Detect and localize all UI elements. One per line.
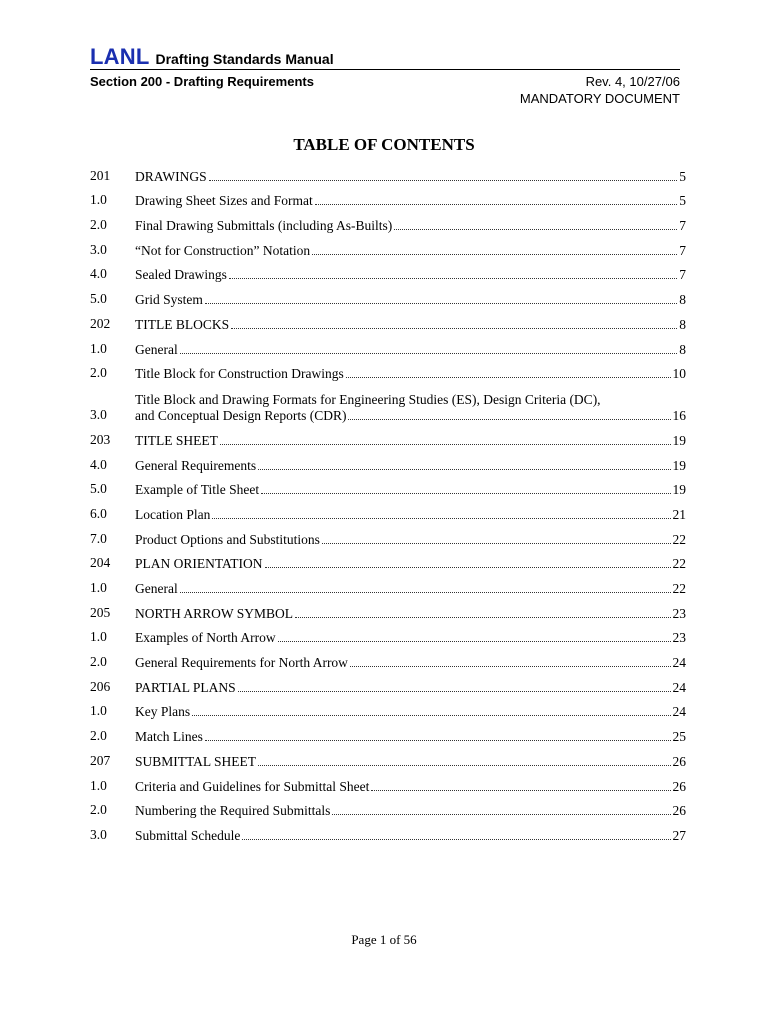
toc-entry-page: 25: [672, 729, 686, 745]
dot-leader: [315, 203, 678, 205]
toc-entry-title: Match Lines: [135, 729, 203, 745]
dot-leader: [242, 838, 670, 840]
toc-entry-number: 2.0: [90, 728, 107, 744]
toc-entry[interactable]: [90, 523, 696, 548]
manual-title: Drafting Standards Manual: [155, 51, 334, 67]
toc-entry-page: 19: [672, 457, 686, 473]
toc-entry-number: 7.0: [90, 530, 107, 546]
dot-leader: [350, 665, 671, 667]
toc-entry-number: 2.0: [90, 654, 107, 670]
toc-entry[interactable]: [90, 474, 696, 499]
toc-entry-number: 206: [90, 678, 111, 694]
dot-leader: [348, 418, 670, 420]
dot-leader: [212, 517, 670, 519]
toc-entry-title: Key Plans: [135, 704, 191, 720]
toc-entry-title: DRAWINGS: [135, 168, 207, 184]
lanl-logo: LANL: [90, 44, 150, 69]
toc-entry-number: 1.0: [90, 629, 107, 645]
toc-entry[interactable]: [90, 572, 696, 597]
dot-leader: [180, 352, 678, 354]
table-of-contents: [90, 160, 696, 844]
toc-entry-page: 16: [672, 408, 686, 424]
toc-entry-number: 1.0: [90, 777, 107, 793]
toc-entry-number: 3.0: [90, 826, 107, 842]
dot-leader: [238, 690, 671, 692]
dot-leader: [278, 640, 671, 642]
toc-entry-title: Final Drawing Submittals (including As-Builts): [135, 218, 393, 234]
dot-leader: [261, 492, 670, 494]
dot-leader: [205, 302, 677, 304]
page-number: Page 1 of 56: [351, 932, 417, 947]
toc-entry-number: 1.0: [90, 340, 107, 356]
toc-entry[interactable]: [90, 449, 696, 474]
document-status: MANDATORY DOCUMENT: [519, 91, 680, 106]
toc-entry-number: 2.0: [90, 802, 107, 818]
toc-entry-title: Drawing Sheet Sizes and Format: [135, 193, 313, 209]
page-header: [90, 46, 680, 106]
toc-entry-page: 23: [672, 630, 686, 646]
dot-leader: [394, 228, 677, 230]
toc-entry-page: 5: [679, 168, 686, 184]
toc-entry-title: General Requirements for North Arrow: [135, 655, 348, 671]
toc-entry-page: 7: [679, 218, 686, 234]
toc-entry-page: 8: [679, 341, 686, 357]
toc-entry-title: PARTIAL PLANS: [135, 679, 236, 695]
toc-entry-number: 3.0: [90, 407, 107, 423]
toc-entry[interactable]: [90, 646, 696, 671]
toc-entry-title: General: [135, 341, 178, 357]
dot-leader: [312, 253, 677, 255]
toc-entry[interactable]: [90, 696, 696, 721]
toc-entry-title-continued: and Conceptual Design Reports (CDR): [135, 408, 347, 424]
toc-entry-page: 22: [672, 531, 686, 547]
toc-entry[interactable]: [90, 209, 696, 234]
toc-entry[interactable]: [90, 358, 696, 383]
toc-entry[interactable]: [90, 234, 696, 259]
toc-entry-title: Title Block and Drawing Formats for Engineering Studies (ES), Design Criteria (DC),: [135, 392, 601, 408]
toc-entry[interactable]: [90, 720, 696, 745]
dot-leader: [371, 789, 670, 791]
revision-label: Rev. 4, 10/27/06: [585, 74, 680, 89]
toc-entry-number: 207: [90, 752, 111, 768]
toc-entry-page: 10: [672, 366, 686, 382]
toc-entry-page: 26: [672, 778, 686, 794]
toc-entry-title: “Not for Construction” Notation: [135, 242, 311, 258]
toc-entry-title: NORTH ARROW SYMBOL: [135, 605, 293, 621]
toc-entry-title: Submittal Schedule: [135, 827, 241, 843]
toc-entry-number: 4.0: [90, 456, 107, 472]
toc-entry-number: 1.0: [90, 580, 107, 595]
dot-leader: [229, 277, 677, 279]
toc-entry-title: TITLE SHEET: [135, 432, 218, 448]
toc-entry-title: Product Options and Substitutions: [135, 531, 320, 547]
toc-entry[interactable]: [90, 745, 696, 770]
toc-entry-number: 201: [90, 167, 111, 183]
dot-leader: [332, 813, 670, 815]
toc-entry-number: 5.0: [90, 291, 107, 307]
toc-entry[interactable]: [90, 498, 696, 523]
toc-entry-page: 26: [672, 803, 686, 819]
toc-entry-title: Sealed Drawings: [135, 267, 227, 283]
dot-leader: [295, 616, 671, 618]
toc-entry-title: Grid System: [135, 292, 203, 308]
toc-entry-title: Location Plan: [135, 506, 211, 522]
toc-entry-page: 22: [672, 581, 686, 596]
toc-entry[interactable]: [90, 795, 696, 820]
toc-entry-number: 6.0: [90, 505, 107, 521]
toc-entry-page: 24: [672, 679, 686, 695]
toc-entry-page: 8: [679, 292, 686, 308]
toc-entry[interactable]: [90, 819, 696, 844]
toc-entry-page: 23: [672, 605, 686, 621]
toc-entry-title: Criteria and Guidelines for Submittal Sheet: [135, 778, 370, 794]
toc-entry[interactable]: [90, 185, 696, 210]
toc-entry-page: 21: [672, 506, 686, 522]
toc-entry-number: 203: [90, 431, 111, 447]
toc-entry[interactable]: [90, 333, 696, 358]
toc-entry-title: Numbering the Required Submittals: [135, 803, 331, 819]
toc-entry-number: 1.0: [90, 703, 107, 719]
toc-entry[interactable]: [90, 548, 696, 573]
toc-entry[interactable]: [90, 671, 696, 696]
toc-entry-page: 8: [679, 316, 686, 332]
dot-leader: [205, 739, 671, 741]
toc-entry-number: 5.0: [90, 481, 107, 497]
toc-entry-title: PLAN ORIENTATION: [135, 556, 263, 572]
toc-entry-page: 27: [672, 827, 686, 843]
toc-entry-page: 22: [672, 556, 686, 572]
toc-entry-number: 202: [90, 315, 111, 331]
toc-entry[interactable]: [90, 597, 696, 622]
dot-leader: [192, 714, 670, 716]
dot-leader: [258, 764, 670, 766]
toc-entry[interactable]: [90, 770, 696, 795]
toc-entry-title: Examples of North Arrow: [135, 630, 276, 646]
toc-entry[interactable]: [90, 308, 696, 333]
toc-entry[interactable]: [90, 622, 696, 647]
toc-entry-page: 19: [672, 432, 686, 448]
toc-entry-number: 1.0: [90, 192, 107, 208]
toc-entry-page: 24: [672, 704, 686, 720]
dot-leader: [220, 443, 671, 445]
toc-entry-number: 2.0: [90, 217, 107, 233]
dot-leader: [258, 468, 670, 470]
toc-entry-page: 5: [679, 193, 686, 209]
toc-entry[interactable]: [90, 259, 696, 284]
toc-entry-number: 2.0: [90, 365, 107, 381]
toc-entry-title: SUBMITTAL SHEET: [135, 753, 257, 769]
toc-entry[interactable]: [90, 160, 696, 185]
dot-leader: [346, 376, 671, 378]
toc-entry-title: Title Block for Construction Drawings: [135, 366, 344, 382]
dot-leader: [231, 327, 677, 329]
toc-entry-number: 3.0: [90, 241, 107, 257]
toc-entry[interactable]: [90, 382, 696, 424]
toc-entry-page: 19: [672, 482, 686, 498]
toc-entry-title: TITLE BLOCKS: [135, 316, 230, 332]
dot-leader: [322, 542, 671, 544]
toc-entry-number: 204: [90, 555, 111, 571]
toc-entry-page: 7: [679, 267, 686, 283]
header-info-line: [90, 74, 680, 89]
toc-entry-title: Example of Title Sheet: [135, 482, 260, 498]
toc-entry-number: 205: [90, 604, 111, 620]
toc-entry-page: 24: [672, 655, 686, 671]
dot-leader: [180, 591, 671, 593]
toc-entry[interactable]: [90, 283, 696, 308]
toc-entry-title: General Requirements: [135, 457, 257, 473]
toc-heading: TABLE OF CONTENTS: [293, 135, 475, 154]
toc-entry-title: General: [135, 581, 178, 596]
dot-leader: [209, 179, 678, 181]
section-title: Section 200 - Drafting Requirements: [90, 74, 314, 89]
toc-entry-page: 26: [672, 753, 686, 769]
toc-entry-page: 7: [679, 242, 686, 258]
header-title-line: [90, 46, 680, 70]
toc-entry-number: 4.0: [90, 266, 107, 282]
dot-leader: [265, 566, 671, 568]
toc-entry[interactable]: [90, 424, 696, 449]
